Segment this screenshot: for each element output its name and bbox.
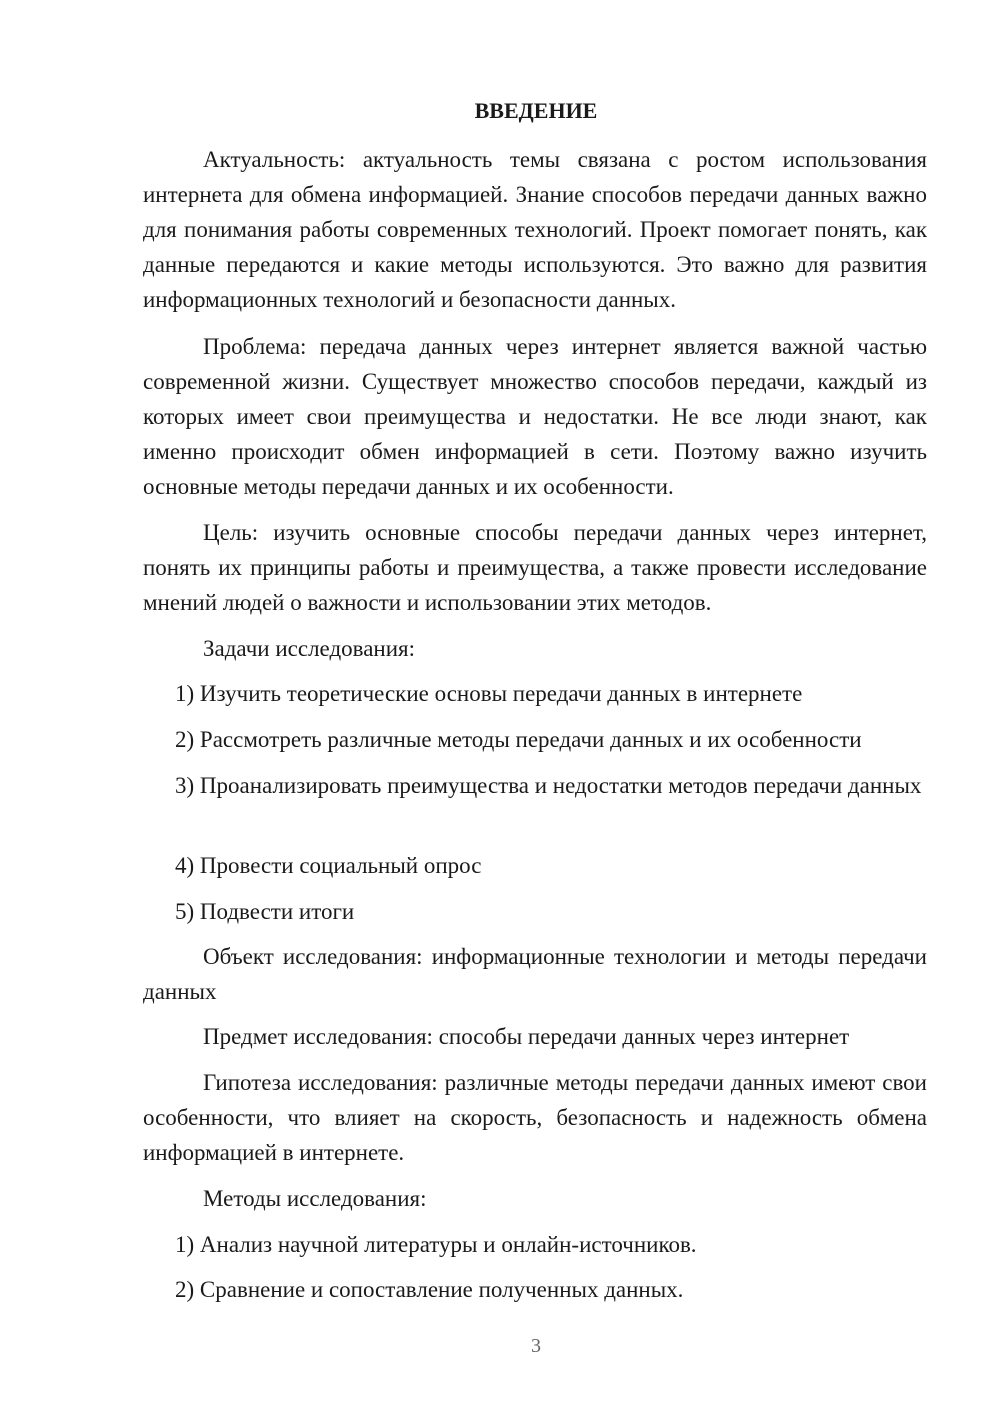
list-item-task-1: 1) Изучить теоретические основы передачи данных в интернете <box>175 681 803 706</box>
list-item-task-5: 5) Подвести итоги <box>175 899 355 924</box>
paragraph-goal: Цель: изучить основные способы передачи данных через интернет, понять их принципы работы и преимущества, а также провести исследование мнений людей о важности и использовании этих методов. <box>143 520 927 615</box>
list-item-task-2: 2) Рассмотреть различные методы передачи данных и их особенности <box>175 727 862 752</box>
list-item-method-2: 2) Сравнение и сопоставление полученных данных. <box>175 1277 684 1302</box>
list-item-task-4: 4) Провести социальный опрос <box>175 853 482 878</box>
page-title: ВВЕДЕНИЕ <box>474 98 598 123</box>
paragraph-subject: Предмет исследования: способы передачи данных через интернет <box>203 1024 850 1049</box>
page-number: 3 <box>531 1335 541 1357</box>
paragraph-methods-heading: Методы исследования: <box>203 1186 427 1211</box>
list-item-method-1: 1) Анализ научной литературы и онлайн-источников. <box>175 1232 697 1257</box>
paragraph-relevance: Актуальность: актуальность темы связана с ростом использования интернета для обмена информацией. Знание способов передачи данных важно для понимания работы современных технологий. Проект помогает понять, как данные передаются и какие методы используются. Это важно для развития информационных технологий и безопасности данных. <box>143 147 927 312</box>
paragraph-problem: Проблема: передача данных через интернет является важной частью современной жизни. Существует множество способов передачи, каждый из которых имеет свои преимущества и недостатки. Не все люди знают, как именно происходит обмен информацией в сети. Поэтому важно изучить основные методы передачи данных и их особенности. <box>143 334 927 499</box>
paragraph-object: Объект исследования: информационные технологии и методы передачи данных <box>143 944 927 1004</box>
paragraph-hypothesis: Гипотеза исследования: различные методы передачи данных имеют свои особенности, что влияет на скорость, безопасность и надежность обмена информацией в интернете. <box>143 1070 927 1165</box>
paragraph-tasks-heading: Задачи исследования: <box>203 636 416 661</box>
list-item-task-3: 3) Проанализировать преимущества и недостатки методов передачи данных <box>175 773 922 798</box>
